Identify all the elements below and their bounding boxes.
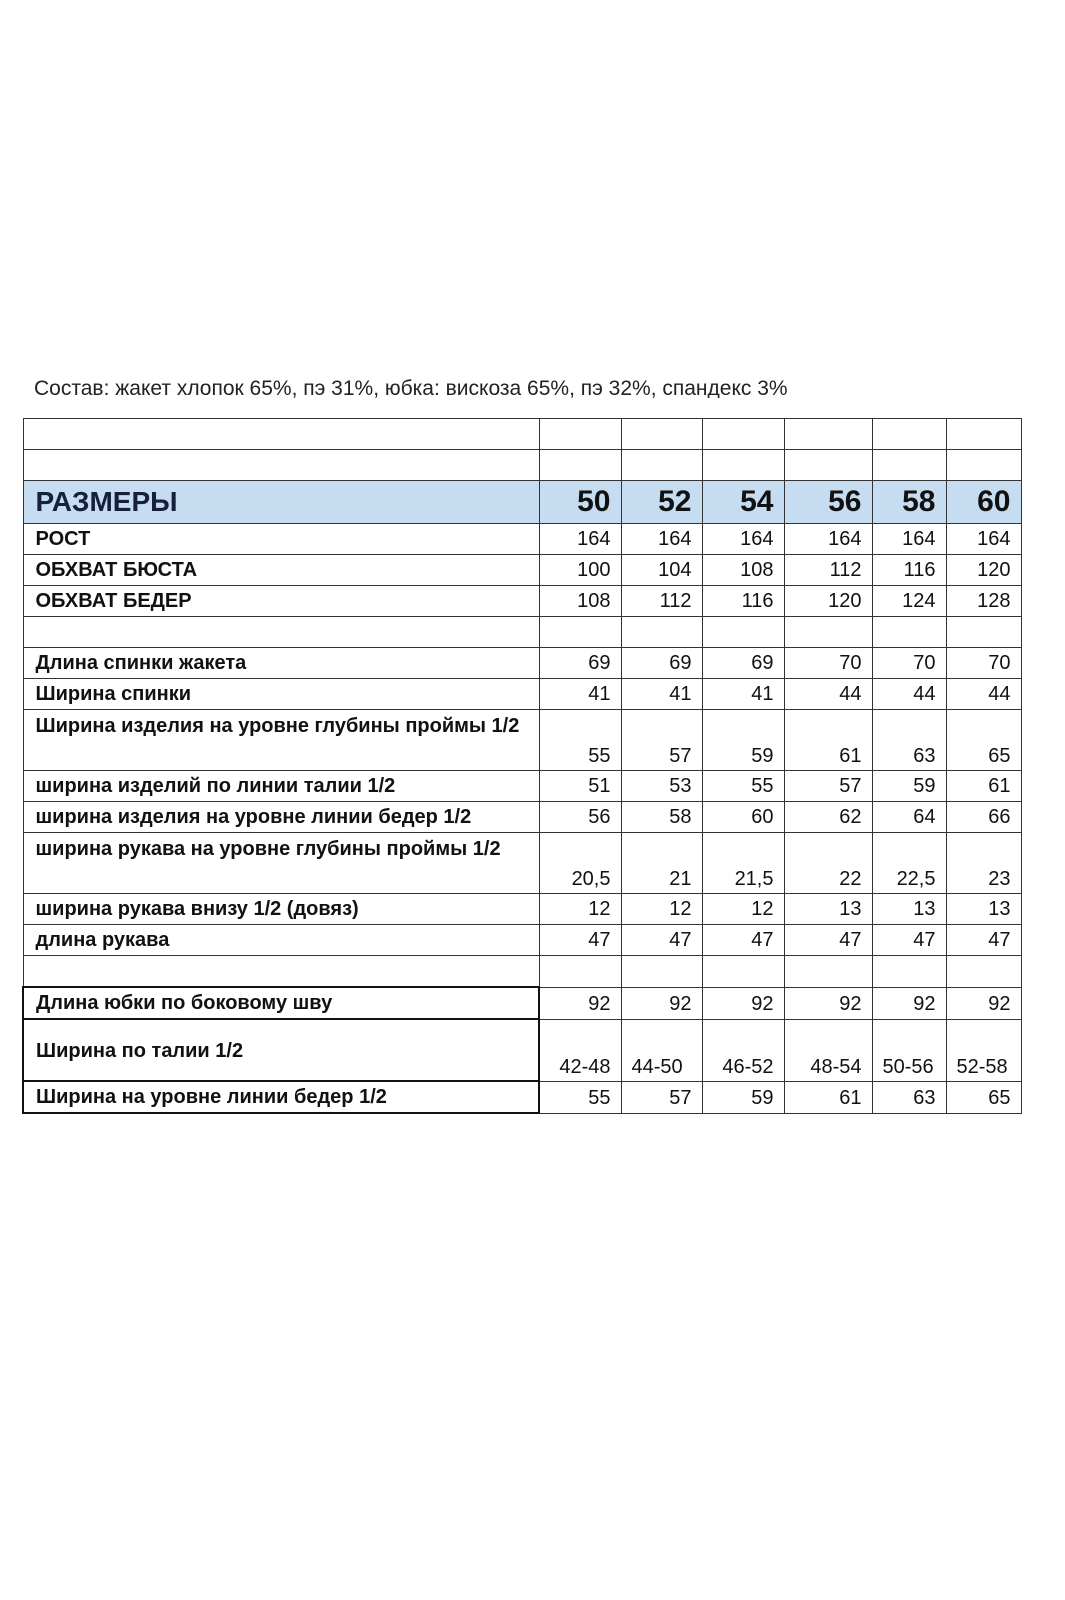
cell-value: 120 xyxy=(946,555,1021,586)
row-label: РОСТ xyxy=(23,524,539,555)
row-label: ширина изделий по линии талии 1/2 xyxy=(23,771,539,802)
cell-value: 112 xyxy=(621,586,702,617)
size-header: 50 xyxy=(539,481,621,524)
cell-value: 70 xyxy=(872,648,946,679)
cell-value: 46-52 xyxy=(702,1019,784,1081)
cell-value: 66 xyxy=(946,802,1021,833)
table-row xyxy=(23,648,1021,679)
cell-value: 12 xyxy=(621,894,702,925)
cell-value: 47 xyxy=(784,925,872,956)
cell-value: 164 xyxy=(872,524,946,555)
cell-value: 63 xyxy=(872,710,946,771)
cell-value: 13 xyxy=(784,894,872,925)
table-row xyxy=(23,524,1021,555)
table-row xyxy=(23,710,1021,771)
cell-value: 69 xyxy=(539,648,621,679)
cell-value: 55 xyxy=(539,1081,621,1113)
header-label: РАЗМЕРЫ xyxy=(23,481,539,524)
cell-value: 128 xyxy=(946,586,1021,617)
cell-value: 57 xyxy=(621,710,702,771)
table-row-blank xyxy=(23,450,1021,481)
cell-value: 69 xyxy=(621,648,702,679)
cell-value: 22 xyxy=(784,833,872,894)
cell-value: 65 xyxy=(946,1081,1021,1113)
table-row xyxy=(23,802,1021,833)
row-label: Ширина на уровне линии бедер 1/2 xyxy=(23,1081,539,1113)
cell-value: 44-50 xyxy=(621,1019,702,1081)
size-header: 52 xyxy=(621,481,702,524)
cell-value: 92 xyxy=(621,987,702,1019)
size-chart-table xyxy=(22,418,1022,1114)
table-row xyxy=(23,586,1021,617)
composition-caption-text: Состав: жакет хлопок 65%, пэ 31%, юбка: вискоза 65%, пэ 32%, спандекс 3% xyxy=(34,377,788,398)
cell-value: 47 xyxy=(702,925,784,956)
composition-caption xyxy=(34,372,984,398)
cell-value: 41 xyxy=(702,679,784,710)
cell-value: 23 xyxy=(946,833,1021,894)
cell-value: 59 xyxy=(872,771,946,802)
cell-value: 65 xyxy=(946,710,1021,771)
cell-value: 120 xyxy=(784,586,872,617)
cell-value: 55 xyxy=(539,710,621,771)
cell-value: 53 xyxy=(621,771,702,802)
cell-value: 108 xyxy=(702,555,784,586)
table-row xyxy=(23,771,1021,802)
cell-value: 56 xyxy=(539,802,621,833)
cell-value: 44 xyxy=(784,679,872,710)
row-label: Длина спинки жакета xyxy=(23,648,539,679)
cell-value: 51 xyxy=(539,771,621,802)
row-label: Длина юбки по боковому шву xyxy=(23,987,539,1019)
cell-value: 20,5 xyxy=(539,833,621,894)
table-row xyxy=(23,1019,1021,1081)
cell-value: 47 xyxy=(946,925,1021,956)
cell-value: 92 xyxy=(702,987,784,1019)
cell-value: 116 xyxy=(872,555,946,586)
cell-value: 164 xyxy=(784,524,872,555)
cell-value: 21,5 xyxy=(702,833,784,894)
cell-value: 44 xyxy=(872,679,946,710)
row-label: длина рукава xyxy=(23,925,539,956)
cell-value: 64 xyxy=(872,802,946,833)
cell-value: 112 xyxy=(784,555,872,586)
cell-value: 92 xyxy=(784,987,872,1019)
cell-value: 57 xyxy=(784,771,872,802)
table-row-blank xyxy=(23,617,1021,648)
cell-value: 58 xyxy=(621,802,702,833)
row-label: ширина изделия на уровне линии бедер 1/2 xyxy=(23,802,539,833)
row-label: Ширина изделия на уровне глубины проймы 1/2 xyxy=(23,710,539,771)
table-row xyxy=(23,679,1021,710)
row-label: ширина рукава на уровне глубины проймы 1/2 xyxy=(23,833,539,894)
cell-value: 100 xyxy=(539,555,621,586)
cell-value: 61 xyxy=(784,1081,872,1113)
cell-value: 69 xyxy=(702,648,784,679)
cell-value: 48-54 xyxy=(784,1019,872,1081)
cell-value: 44 xyxy=(946,679,1021,710)
table-row xyxy=(23,833,1021,894)
cell-value: 92 xyxy=(872,987,946,1019)
cell-value: 47 xyxy=(872,925,946,956)
table-row-blank xyxy=(23,956,1021,988)
cell-value: 52-58 xyxy=(946,1019,1021,1081)
cell-value: 108 xyxy=(539,586,621,617)
cell-value: 61 xyxy=(946,771,1021,802)
table-header-row xyxy=(23,481,1021,524)
table-row xyxy=(23,925,1021,956)
cell-value: 92 xyxy=(539,987,621,1019)
size-header: 60 xyxy=(946,481,1021,524)
cell-value: 63 xyxy=(872,1081,946,1113)
cell-value: 164 xyxy=(621,524,702,555)
cell-value: 60 xyxy=(702,802,784,833)
cell-value: 59 xyxy=(702,710,784,771)
size-header: 58 xyxy=(872,481,946,524)
cell-value: 47 xyxy=(621,925,702,956)
cell-value: 124 xyxy=(872,586,946,617)
cell-value: 57 xyxy=(621,1081,702,1113)
table-row xyxy=(23,987,1021,1019)
table-row xyxy=(23,555,1021,586)
cell-value: 70 xyxy=(784,648,872,679)
size-header: 54 xyxy=(702,481,784,524)
cell-value: 164 xyxy=(539,524,621,555)
cell-value: 70 xyxy=(946,648,1021,679)
cell-value: 164 xyxy=(702,524,784,555)
row-label: ОБХВАТ БЕДЕР xyxy=(23,586,539,617)
cell-value: 21 xyxy=(621,833,702,894)
row-label: Ширина по талии 1/2 xyxy=(23,1019,539,1081)
cell-value: 13 xyxy=(872,894,946,925)
cell-value: 116 xyxy=(702,586,784,617)
table-row xyxy=(23,894,1021,925)
table-row-blank xyxy=(23,419,1021,450)
cell-value: 104 xyxy=(621,555,702,586)
row-label: Ширина спинки xyxy=(23,679,539,710)
cell-value: 22,5 xyxy=(872,833,946,894)
cell-value: 92 xyxy=(946,987,1021,1019)
cell-value: 59 xyxy=(702,1081,784,1113)
size-header: 56 xyxy=(784,481,872,524)
cell-value: 61 xyxy=(784,710,872,771)
cell-value: 55 xyxy=(702,771,784,802)
cell-value: 42-48 xyxy=(539,1019,621,1081)
cell-value: 13 xyxy=(946,894,1021,925)
cell-value: 12 xyxy=(702,894,784,925)
cell-value: 41 xyxy=(539,679,621,710)
cell-value: 12 xyxy=(539,894,621,925)
cell-value: 47 xyxy=(539,925,621,956)
cell-value: 50-56 xyxy=(872,1019,946,1081)
table-row xyxy=(23,1081,1021,1113)
cell-value: 41 xyxy=(621,679,702,710)
cell-value: 62 xyxy=(784,802,872,833)
cell-value: 164 xyxy=(946,524,1021,555)
row-label: ОБХВАТ БЮСТА xyxy=(23,555,539,586)
row-label: ширина рукава внизу 1/2 (довяз) xyxy=(23,894,539,925)
